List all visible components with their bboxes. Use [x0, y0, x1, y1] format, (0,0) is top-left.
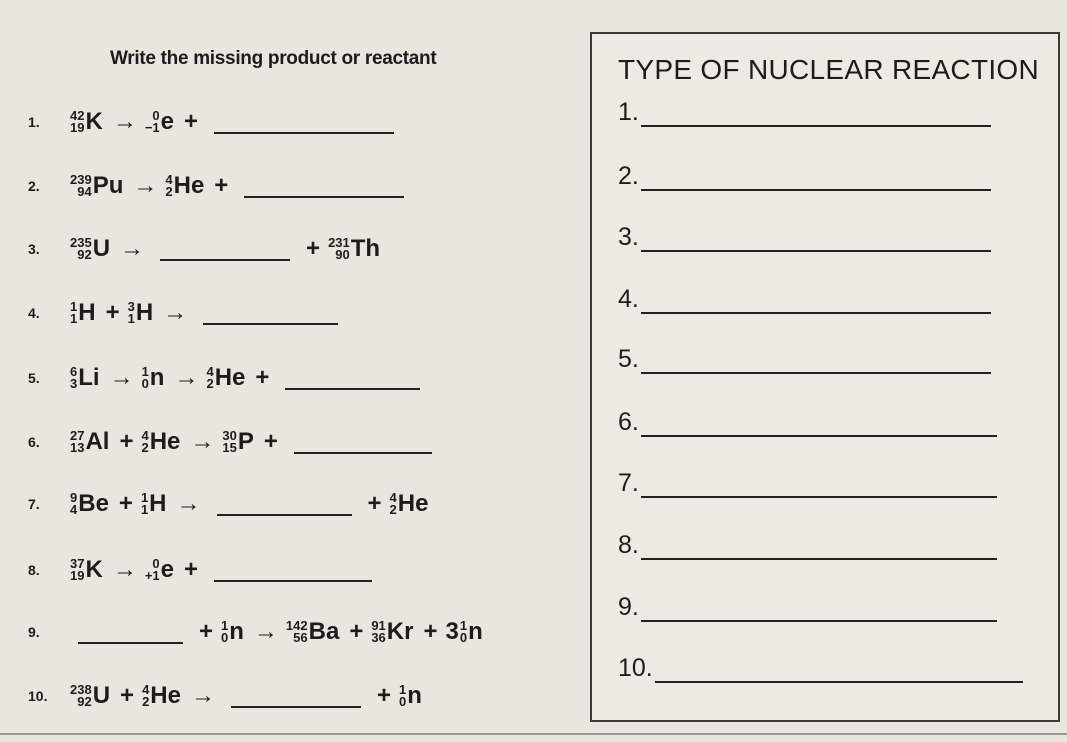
atomic-number: 0	[459, 630, 468, 645]
nuclide	[328, 235, 380, 263]
isotope-numbers	[142, 366, 149, 390]
arrow: →	[253, 618, 278, 645]
isotope-numbers	[70, 430, 84, 454]
equation-row	[28, 108, 402, 136]
reaction-type-row	[618, 223, 991, 252]
reaction-type-row	[618, 162, 991, 191]
atomic-number: 2	[206, 376, 214, 391]
mass-number: 6	[70, 364, 78, 379]
equation-row	[28, 364, 428, 392]
atomic-number: 92	[77, 694, 92, 709]
reaction-type-row	[618, 285, 991, 314]
reaction-type-row	[618, 593, 997, 622]
element-symbol: He	[149, 428, 181, 455]
reaction-type-number: 8.	[618, 531, 639, 559]
nuclide	[128, 299, 154, 327]
arrow: →	[176, 490, 201, 517]
isotope-numbers	[70, 301, 77, 325]
plus-sign: +	[184, 108, 199, 135]
element-symbol: Pu	[92, 172, 124, 199]
equation-number: 8.	[28, 562, 40, 578]
atomic-number: 90	[335, 247, 350, 262]
reaction-type-answer-line[interactable]	[641, 371, 991, 374]
atomic-number: 2	[141, 440, 149, 455]
reaction-type-row	[618, 98, 991, 127]
nuclide	[165, 172, 204, 200]
nuclide	[70, 364, 100, 392]
element-symbol: He	[214, 364, 246, 391]
reaction-type-number: 7.	[618, 469, 639, 497]
element-symbol: n	[229, 618, 244, 645]
arrow: →	[163, 299, 188, 326]
isotope-numbers	[371, 620, 385, 644]
plus-sign: +	[105, 299, 120, 326]
reaction-type-answer-line[interactable]	[655, 680, 1023, 683]
atomic-number: 13	[70, 440, 85, 455]
answer-blank[interactable]	[244, 195, 404, 198]
answer-blank[interactable]	[214, 579, 372, 582]
isotope-numbers	[70, 237, 92, 261]
plus-sign: +	[349, 618, 364, 645]
mass-number: 37	[70, 556, 85, 571]
equation-number: 1.	[28, 114, 40, 130]
mass-number: 0	[152, 108, 160, 123]
reaction-type-number: 10.	[618, 654, 653, 682]
equation-row	[28, 682, 424, 710]
answer-blank[interactable]	[231, 705, 361, 708]
atomic-number: 56	[293, 630, 308, 645]
mass-number: 142	[285, 618, 308, 633]
plus-sign: +	[120, 682, 135, 709]
equation-number: 6.	[28, 434, 40, 450]
equation-number: 9.	[28, 624, 40, 640]
nuclide	[145, 556, 174, 584]
atomic-number: 3	[70, 376, 78, 391]
nuclide	[70, 172, 123, 200]
mass-number: 239	[70, 172, 92, 187]
mass-number: 4	[389, 490, 397, 505]
panel-title: TYPE OF NUCLEAR REACTION	[618, 54, 1040, 85]
arrow: →	[190, 428, 215, 455]
nuclide	[142, 682, 181, 710]
isotope-numbers	[286, 620, 308, 644]
mass-number: 235	[70, 235, 92, 250]
atomic-number: 2	[165, 184, 173, 199]
isotope-numbers	[222, 430, 236, 454]
nuclide	[390, 490, 429, 518]
nuclide	[70, 428, 109, 456]
atomic-number: 15	[222, 440, 237, 455]
atomic-number: 19	[70, 120, 85, 135]
atomic-number: 4	[70, 502, 78, 517]
isotope-numbers	[145, 110, 160, 134]
atomic-number: 19	[70, 568, 85, 583]
mass-number: 1	[70, 299, 78, 314]
isotope-numbers	[70, 492, 77, 516]
coefficient: 3	[445, 618, 459, 645]
element-symbol: P	[237, 428, 254, 455]
isotope-numbers	[221, 620, 228, 644]
plus-sign: +	[423, 618, 438, 645]
nuclide	[70, 299, 96, 327]
isotope-numbers	[390, 492, 397, 516]
atomic-number: 0	[141, 376, 149, 391]
mass-number: 4	[165, 172, 173, 187]
equation-row	[28, 490, 430, 518]
nuclide	[70, 556, 103, 584]
element-symbol: U	[92, 682, 111, 709]
plus-sign: +	[376, 682, 391, 709]
mass-number: 42	[70, 108, 85, 123]
answer-blank[interactable]	[217, 513, 352, 516]
arrow: →	[112, 556, 137, 583]
reaction-type-number: 1.	[618, 98, 639, 126]
nuclide	[142, 364, 165, 392]
element-symbol: K	[85, 556, 103, 583]
plus-sign: +	[367, 490, 382, 517]
reaction-type-row	[618, 531, 997, 560]
mass-number: 4	[142, 682, 150, 697]
nuclide	[445, 618, 482, 646]
isotope-numbers	[128, 301, 135, 325]
plus-sign: +	[184, 556, 199, 583]
isotope-numbers	[165, 174, 172, 198]
nuclide	[70, 490, 109, 518]
element-symbol: e	[160, 556, 174, 583]
isotope-numbers	[328, 237, 350, 261]
plus-sign: +	[118, 490, 133, 517]
reaction-type-number: 2.	[618, 162, 639, 190]
atomic-number: 1	[127, 311, 135, 326]
reaction-type-number: 3.	[618, 223, 639, 251]
atomic-number: 2	[142, 694, 150, 709]
element-symbol: Be	[78, 490, 109, 517]
reaction-type-answer-line[interactable]	[641, 188, 991, 191]
mass-number: 4	[141, 428, 149, 443]
atomic-number: 36	[371, 630, 386, 645]
nuclide	[206, 364, 245, 392]
isotope-numbers	[142, 684, 149, 708]
plus-sign: +	[263, 428, 278, 455]
element-symbol: H	[135, 299, 154, 326]
equation-number: 10.	[28, 688, 48, 704]
equation-row	[28, 556, 380, 584]
equation-row	[28, 428, 440, 456]
reaction-type-number: 5.	[618, 345, 639, 373]
nuclide	[70, 108, 103, 136]
nuclide	[70, 682, 110, 710]
atomic-number: −1	[144, 120, 160, 135]
page-bottom-edge	[0, 733, 1067, 735]
reaction-type-answer-line[interactable]	[641, 557, 997, 560]
plus-sign: +	[214, 172, 229, 199]
atomic-number: 0	[399, 694, 407, 709]
equation-row	[28, 235, 382, 263]
mass-number: 1	[140, 490, 149, 505]
element-symbol: n	[468, 618, 483, 645]
isotope-numbers	[70, 110, 84, 134]
mass-number: 1	[221, 618, 229, 633]
arrow: →	[112, 108, 137, 135]
equation-number: 7.	[28, 496, 40, 512]
isotope-numbers	[70, 366, 77, 390]
element-symbol: H	[149, 490, 167, 517]
element-symbol: K	[85, 108, 103, 135]
plus-sign: +	[199, 618, 214, 645]
nuclide	[145, 108, 174, 136]
element-symbol: U	[92, 235, 111, 262]
reaction-type-answer-line[interactable]	[641, 495, 997, 498]
mass-number: 30	[222, 428, 237, 443]
atomic-number: 1	[140, 502, 149, 517]
mass-number: 0	[152, 556, 160, 571]
plus-sign: +	[119, 428, 134, 455]
reaction-type-number: 9.	[618, 593, 639, 621]
mass-number: 231	[328, 235, 350, 250]
nuclide	[399, 682, 422, 710]
nuclide	[141, 490, 167, 518]
mass-number: 238	[70, 682, 92, 697]
answer-blank[interactable]	[160, 258, 290, 261]
reaction-type-panel	[590, 32, 1060, 722]
isotope-numbers	[206, 366, 213, 390]
nuclide	[371, 618, 413, 646]
equation-row	[28, 172, 412, 200]
element-symbol: H	[78, 299, 96, 326]
isotope-numbers	[70, 684, 92, 708]
reaction-type-row	[618, 469, 997, 498]
plus-sign: +	[306, 235, 321, 262]
reaction-type-answer-line[interactable]	[641, 311, 991, 314]
isotope-numbers	[460, 620, 467, 644]
element-symbol: n	[149, 364, 165, 391]
reaction-type-row	[618, 408, 997, 437]
answer-blank[interactable]	[285, 387, 420, 390]
element-symbol: n	[407, 682, 422, 709]
reaction-type-row	[618, 345, 991, 374]
mass-number: 1	[459, 618, 468, 633]
element-symbol: Al	[85, 428, 110, 455]
isotope-numbers	[141, 492, 148, 516]
mass-number: 9	[70, 490, 78, 505]
answer-blank[interactable]	[203, 322, 338, 325]
arrow: →	[133, 172, 158, 199]
equation-number: 5.	[28, 370, 40, 386]
mass-number: 91	[371, 618, 386, 633]
atomic-number: 92	[77, 247, 92, 262]
arrow: →	[174, 364, 199, 391]
element-symbol: Li	[78, 364, 100, 391]
element-symbol: Kr	[386, 618, 414, 645]
reaction-type-answer-line[interactable]	[641, 619, 997, 622]
atomic-number: 0	[221, 630, 229, 645]
equation-number: 4.	[28, 305, 40, 321]
atomic-number: 1	[70, 311, 78, 326]
nuclide	[221, 618, 244, 646]
reaction-type-number: 4.	[618, 285, 639, 313]
arrow: →	[109, 364, 134, 391]
equation-number: 3.	[28, 241, 40, 257]
atomic-number: +1	[144, 568, 160, 583]
atomic-number: 2	[389, 502, 397, 517]
atomic-number: 94	[77, 184, 92, 199]
isotope-numbers	[141, 430, 148, 454]
element-symbol: He	[173, 172, 205, 199]
element-symbol: He	[150, 682, 181, 709]
worksheet-instruction-title: Write the missing product or reactant	[110, 48, 437, 69]
answer-blank[interactable]	[294, 451, 432, 454]
plus-sign: +	[255, 364, 270, 391]
isotope-numbers	[70, 174, 92, 198]
mass-number: 4	[206, 364, 214, 379]
nuclide	[70, 235, 110, 263]
mass-number: 27	[70, 428, 85, 443]
mass-number: 3	[127, 299, 135, 314]
element-symbol: He	[397, 490, 429, 517]
answer-blank[interactable]	[214, 131, 394, 134]
isotope-numbers	[145, 558, 160, 582]
reaction-type-answer-line[interactable]	[641, 434, 997, 437]
arrow: →	[190, 682, 215, 709]
reaction-type-answer-line[interactable]	[641, 249, 991, 252]
equation-row	[28, 618, 485, 646]
reaction-type-number: 6.	[618, 408, 639, 436]
reaction-type-answer-line[interactable]	[641, 124, 991, 127]
element-symbol: Ba	[308, 618, 340, 645]
nuclide	[141, 428, 180, 456]
nuclide	[222, 428, 253, 456]
reaction-type-row	[618, 654, 1023, 683]
mass-number: 1	[141, 364, 149, 379]
answer-blank[interactable]	[78, 641, 183, 644]
mass-number: 1	[399, 682, 407, 697]
element-symbol: e	[160, 108, 174, 135]
isotope-numbers	[399, 684, 406, 708]
equation-number: 2.	[28, 178, 40, 194]
nuclide	[286, 618, 339, 646]
element-symbol: Th	[350, 235, 381, 262]
isotope-numbers	[70, 558, 84, 582]
arrow: →	[120, 235, 145, 262]
equation-row	[28, 299, 346, 327]
